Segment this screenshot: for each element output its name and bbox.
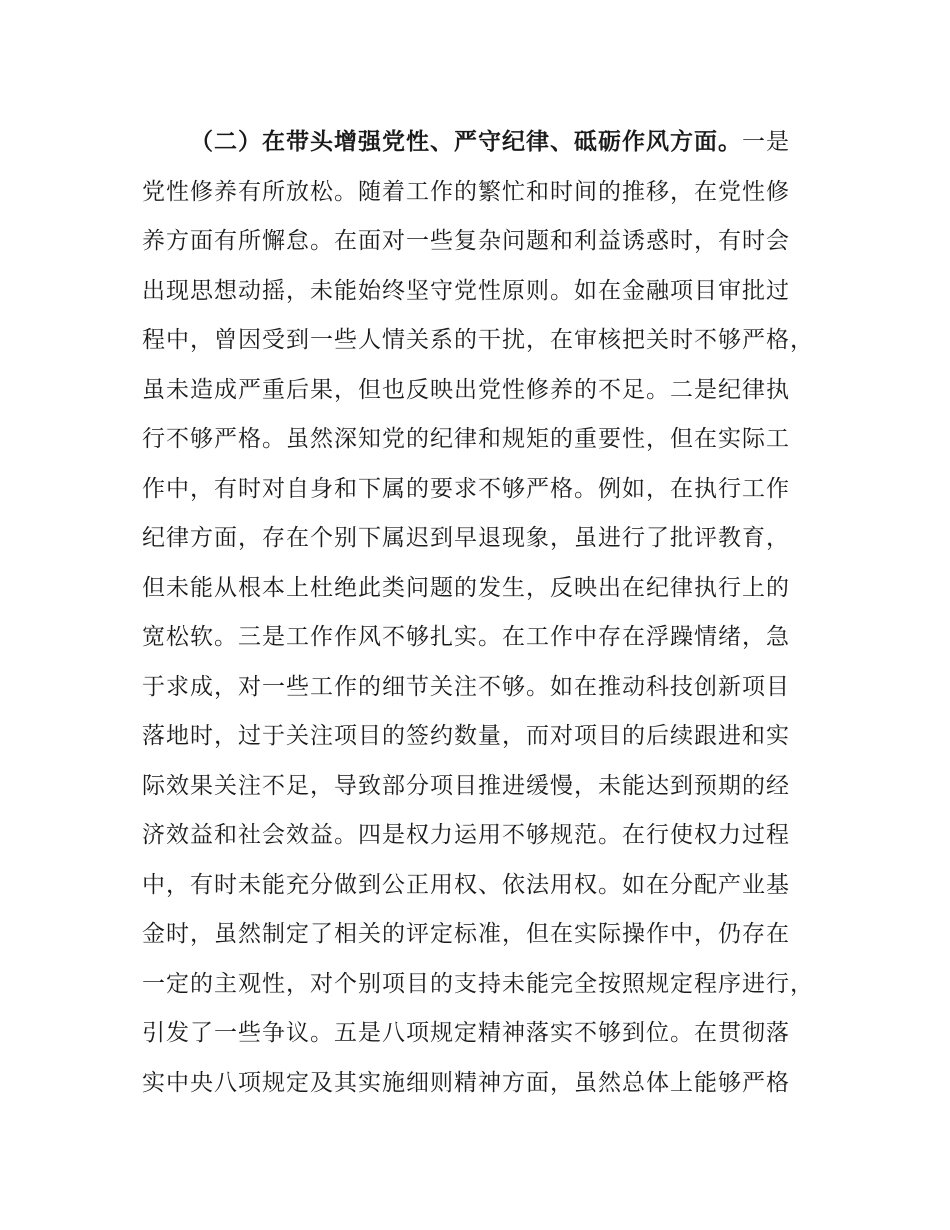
text-line: 纪律方面，存在个别下属迟到早退现象，虽进行了批评教育，	[142, 525, 790, 551]
text-line: 程中，曾因受到一些人情关系的干扰，在审核把关时不够严格，	[142, 327, 814, 353]
first-line-text: 一是	[742, 129, 790, 155]
text-line: 中，有时未能充分做到公正用权、依法用权。如在分配产业基	[142, 871, 790, 898]
text-line: 养方面有所懈怠。在面对一些复杂问题和利益诱惑时，有时会	[142, 228, 790, 254]
text-line: 于求成，对一些工作的细节关注不够。如在推动科技创新项目	[142, 673, 790, 700]
text-line: 虽未造成严重后果，但也反映出党性修养的不足。二是纪律执	[142, 376, 790, 403]
paragraph-first-line	[142, 118, 822, 168]
section-heading: （二）在带头增强党性、严守纪律、砥砺作风方面。	[190, 129, 742, 155]
text-line: 党性修养有所放松。随着工作的繁忙和时间的推移，在党性修	[142, 178, 790, 205]
text-line: 但未能从根本上杜绝此类问题的发生，反映出在纪律执行上的	[142, 574, 790, 601]
text-line: 出现思想动摇，未能始终坚守党性原则。如在金融项目审批过	[142, 277, 790, 304]
text-line: 宽松软。三是工作作风不够扎实。在工作中存在浮躁情绪，急	[142, 624, 790, 650]
paragraph-body	[142, 118, 822, 1108]
text-line: 落地时，过于关注项目的签约数量，而对项目的后续跟进和实	[142, 723, 790, 749]
text-line: 作中，有时对自身和下属的要求不够严格。例如，在执行工作	[142, 475, 790, 502]
text-line: 际效果关注不足，导致部分项目推进缓慢，未能达到预期的经	[142, 772, 790, 799]
text-line: 行不够严格。虽然深知党的纪律和规矩的重要性，但在实际工	[142, 426, 790, 452]
text-line: 一定的主观性，对个别项目的支持未能完全按照规定程序进行，	[142, 970, 814, 997]
text-line: 济效益和社会效益。四是权力运用不够规范。在行使权力过程	[142, 822, 790, 848]
text-line: 引发了一些争议。五是八项规定精神落实不够到位。在贯彻落	[142, 1020, 790, 1046]
text-line: 实中央八项规定及其实施细则精神方面，虽然总体上能够严格	[142, 1069, 790, 1096]
text-line: 金时，虽然制定了相关的评定标准，但在实际操作中，仍存在	[142, 921, 790, 947]
